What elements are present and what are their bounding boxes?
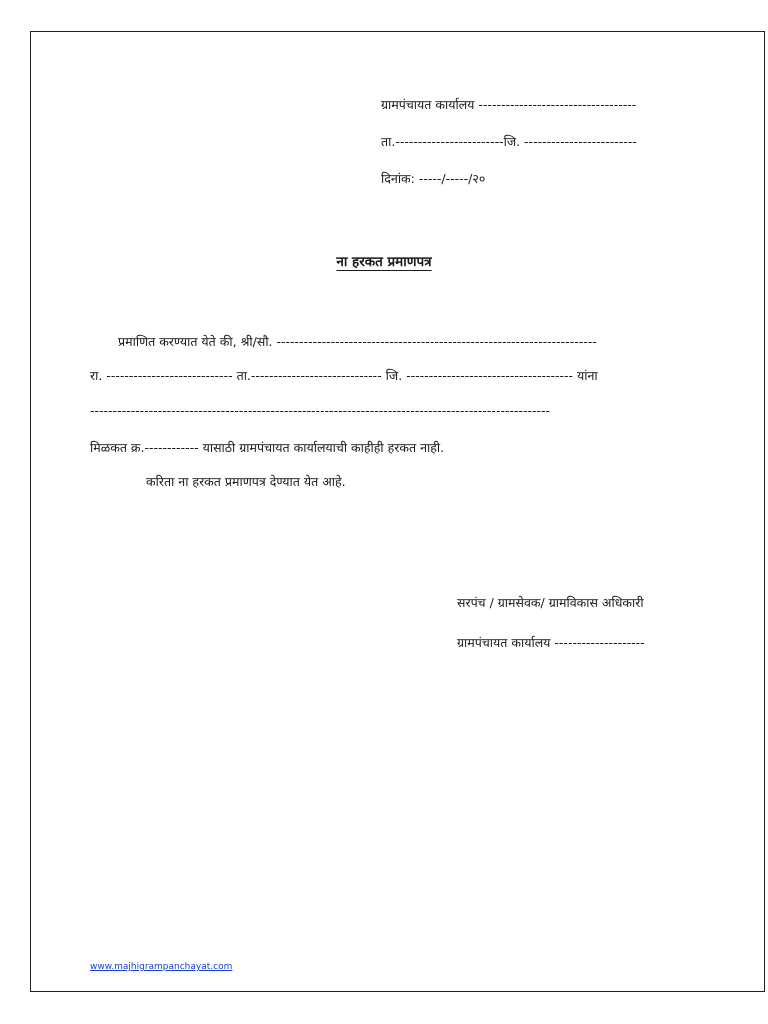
header-date-line: दिनांक: -----/-----/२० [381, 171, 486, 186]
signature-designation: सरपंच / ग्रामसेवक/ ग्रामविकास अधिकारी [457, 595, 644, 610]
document-title [0, 252, 768, 270]
body-line-certify: प्रमाणित करण्यात येते की, श्री/सौ. ----------------------------------------------------------------------- [118, 334, 597, 349]
body-line-blank: ------------------------------------------------------------------------------------------------------ [90, 403, 551, 418]
signature-office: ग्रामपंचायत कार्यालय -------------------- [457, 635, 645, 650]
website-link[interactable]: www.majhigrampanchayat.com [90, 962, 233, 972]
body-line-address: रा. ---------------------------- ता.----------------------------- जि. ------------------------------------- यांना [90, 368, 598, 383]
body-line-property: मिळकत क्र.------------ यासाठी ग्रामपंचायत कार्यालयाची काहीही हरकत नाही. [90, 440, 445, 455]
document-title-text: ना हरकत प्रमाणपत्र [336, 254, 432, 270]
body-line-issued: करिता ना हरकत प्रमाणपत्र देण्यात येत आहे. [146, 474, 346, 489]
header-office-line: ग्रामपंचायत कार्यालय ----------------------------------- [381, 97, 637, 112]
header-taluka-district-line: ता.------------------------जि. ------------------------- [381, 134, 637, 149]
